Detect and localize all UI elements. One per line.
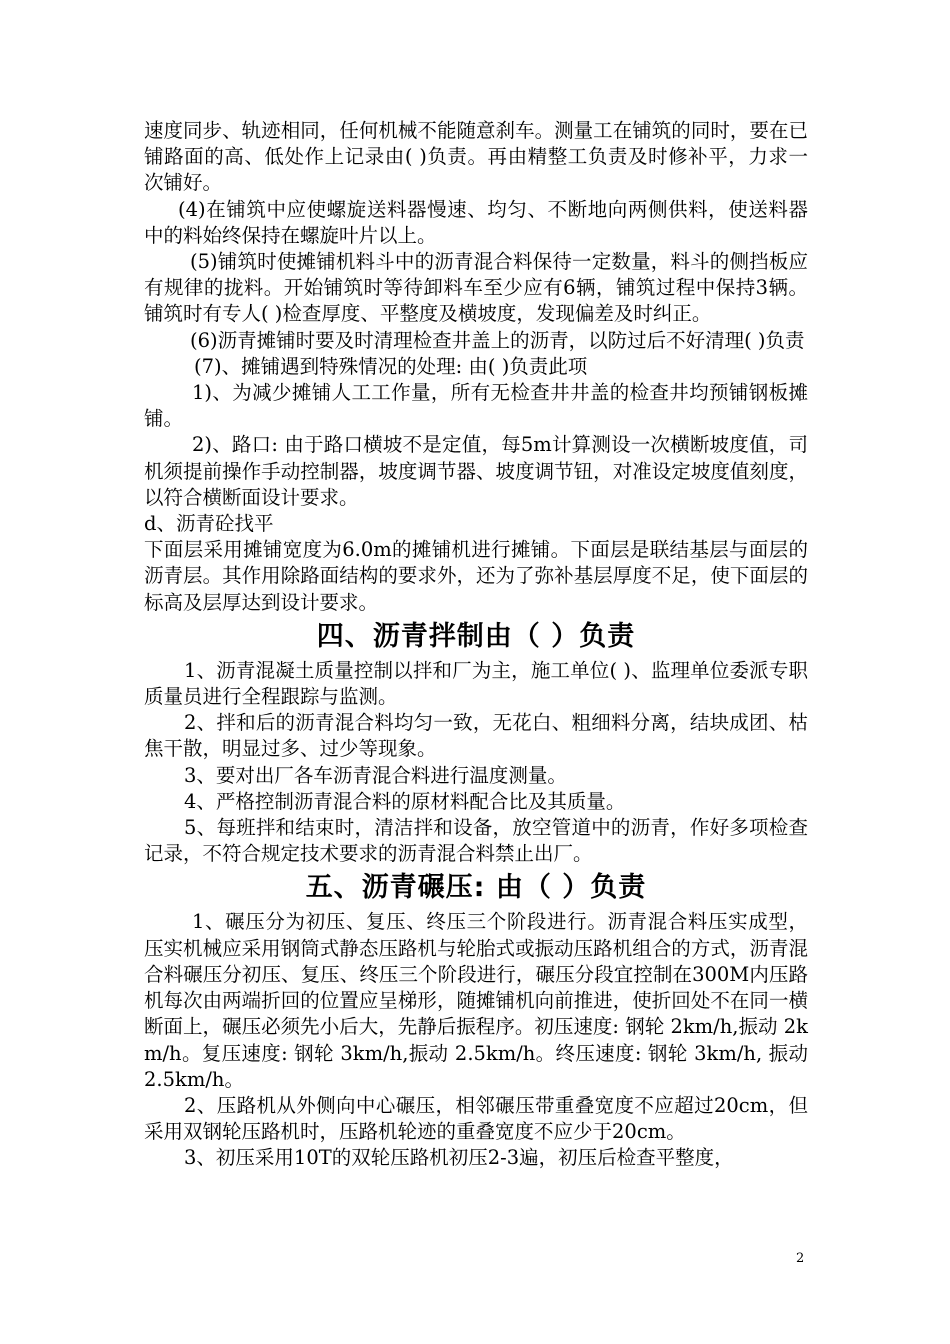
paragraph: 4、严格控制沥青混合料的原材料配合比及其质量。 [184, 789, 626, 813]
paragraph: 1、沥青混凝土质量控制以拌和厂为主，施工单位( )、监理单位委派专职质量员进行全程跟踪与监测。 [144, 658, 808, 709]
paragraph: 下面层采用摊铺宽度为6.0m的摊铺机进行摊铺。下面层是联结基层与面层的沥青层。其作用除路面结构的要求外，还为了弥补基层厚度不足，使下面层的标高及层厚达到设计要求。 [144, 538, 808, 614]
paragraph: 2、压路机从外侧向中心碾压，相邻碾压带重叠宽度不应超过20cm，但采用双钢轮压路机时，压路机轮迹的重叠宽度不应少于20cm。 [144, 1093, 808, 1144]
paragraph: 5、每班拌和结束时，清洁拌和设备，放空管道中的沥青，作好多项检查记录，不符合规定技术要求的沥青混合料禁止出厂。 [144, 816, 808, 866]
section-title-5: 五、沥青碾压: 由（ ）负责 [305, 872, 647, 904]
paragraph: (7)、摊铺遇到特殊情况的处理: 由( )负责此项 [194, 354, 588, 378]
paragraph: 1)、为减少摊铺人工工作量，所有无检查井井盖的检查井均预铺钢板摊铺。 [144, 381, 808, 431]
document-page [144, 118, 808, 1172]
paragraph: (6)沥青摊铺时要及时清理检查井盖上的沥青，以防过后不好清理( )负责 [190, 328, 805, 352]
paragraph: 速度同步、轨迹相同，任何机械不能随意刹车。测量工在铺筑的同时，要在已铺路面的高、低处作上记录由( )负责。再由精整工负责及时修补平，力求一次铺好。 [144, 119, 808, 195]
paragraph: 1、碾压分为初压、复压、终压三个阶段进行。沥青混合料压实成型，压实机械应采用钢筒式静态压路机与轮胎式或振动压路机组合的方式，沥青混合料碾压分初压、复压、终压三个阶段进行，碾压分段宜控制在300M内压路机每次由两端折回的位置应呈梯形，随摊铺机向前推进，使折回处不在同一横断面上，碾压必须先小后大，先静后振程序。初压速度: 钢轮 2km/h,振动 2km/h。复压速度: 钢轮 3km/h,振动 2.5km/h。终压速度: 钢轮 3km/h, 振动 2.5km/h。 [144, 910, 808, 1091]
paragraph: 3、初压采用10T的双轮压路机初压2-3遍，初压后检查平整度， [184, 1146, 734, 1170]
page-number: 2 [796, 1251, 805, 1266]
section-title-4: 四、沥青拌制由（ ）负责 [316, 620, 636, 652]
subheading: d、沥青砼找平 [144, 512, 274, 536]
paragraph: 3、要对出厂各车沥青混合料进行温度测量。 [184, 763, 567, 787]
paragraph: 2)、路口: 由于路口横坡不是定值，每5m计算测设一次横断坡度值，司机须提前操作手动控制器，坡度调节器、坡度调节钮，对准设定坡度值刻度，以符合横断面设计要求。 [144, 433, 808, 509]
paragraph: (4)在铺筑中应使螺旋送料器慢速、均匀、不断地向两侧供料，使送料器中的料始终保持在螺旋叶片以上。 [144, 197, 808, 247]
paragraph: (5)铺筑时使摊铺机料斗中的沥青混合料保待一定数量，料斗的侧挡板应有规律的拢料。开始铺筑时等待卸料车至少应有6辆，铺筑过程中保持3辆。铺筑时有专人( )检查厚度、平整度及横坡度，发现偏差及时纠正。 [144, 250, 808, 326]
paragraph: 2、拌和后的沥青混合料均匀一致，无花白、粗细料分离，结块成团、枯焦干散，明显过多、过少等现象。 [144, 711, 808, 761]
